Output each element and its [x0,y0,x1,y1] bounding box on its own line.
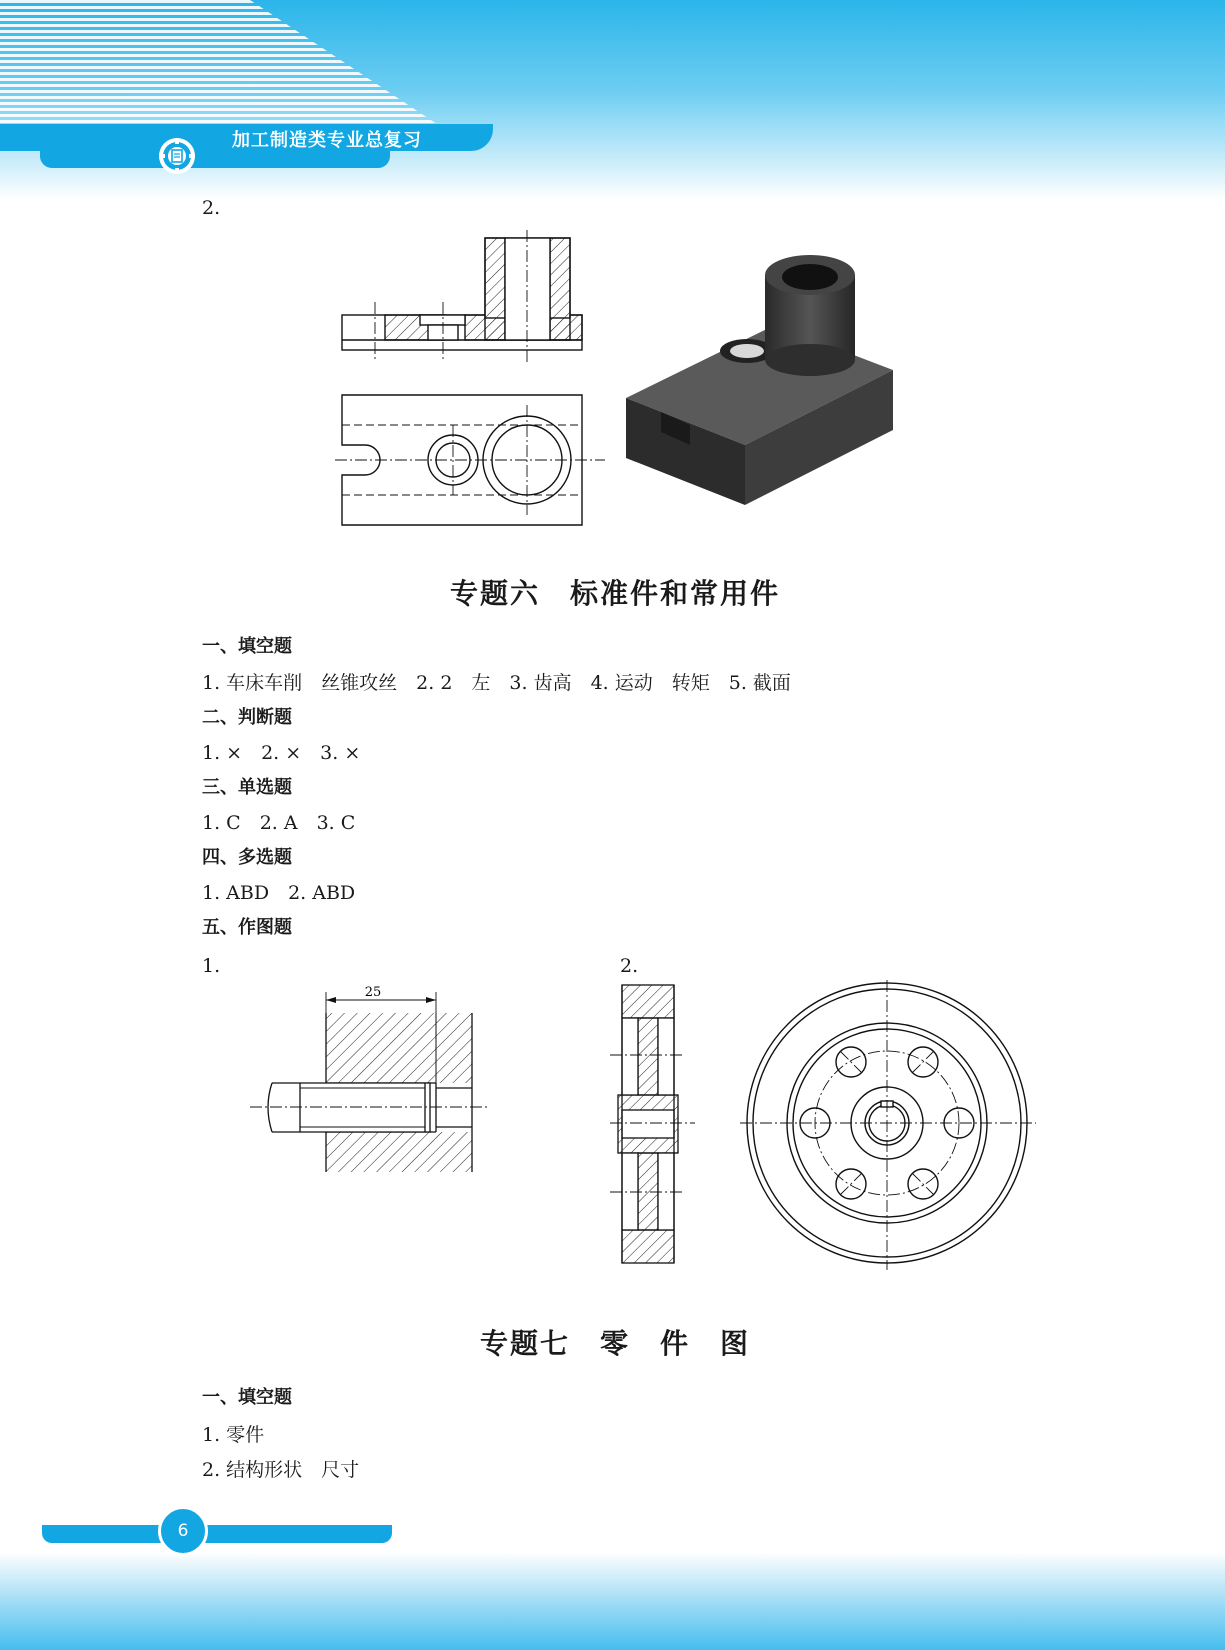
gear-icon [157,136,197,176]
page-number: 6 [158,1506,208,1556]
header-tab-underline [40,151,390,168]
draw-item-1-label: 1. [202,955,221,977]
topic6-judge-heading: 二、判断题 [202,707,292,728]
topic7-fill-heading: 一、填空题 [202,1387,292,1408]
topic7-fill-answer-1: 1. 零件 [202,1424,265,1446]
topic6-multi-heading: 四、多选题 [202,847,292,868]
wheel-drawing [600,980,1040,1290]
topic6-multi-answer: 1. ABD 2. ABD [202,882,356,904]
bracket-drawing [335,230,895,530]
topic6-single-heading: 三、单选题 [202,777,292,798]
draw-item-2-label: 2. [620,955,639,977]
topic6-judge-answer: 1. × 2. × 3. × [202,742,361,764]
topic7-title: 专题七 零 件 图 [480,1327,751,1360]
topic6-draw-heading: 五、作图题 [202,917,292,938]
thread-drawing [250,980,490,1175]
topic6-single-answer: 1. C 2. A 3. C [202,812,356,834]
dimension-label: 25 [364,985,382,1000]
topic7-fill-answer-2: 2. 结构形状 尺寸 [202,1459,360,1481]
footer-background [0,1552,1225,1650]
item-label: 2. [202,197,221,219]
footer-bar [42,1525,392,1543]
topic6-fill-answer: 1. 车床车削 丝锥攻丝 2. 2 左 3. 齿高 4. 运动 转矩 5. 截面 [202,672,791,694]
header-title: 加工制造类专业总复习 [232,130,422,151]
topic6-fill-heading: 一、填空题 [202,636,292,657]
topic6-title: 专题六 标准件和常用件 [450,577,781,610]
bracket-3d-model [626,255,893,505]
